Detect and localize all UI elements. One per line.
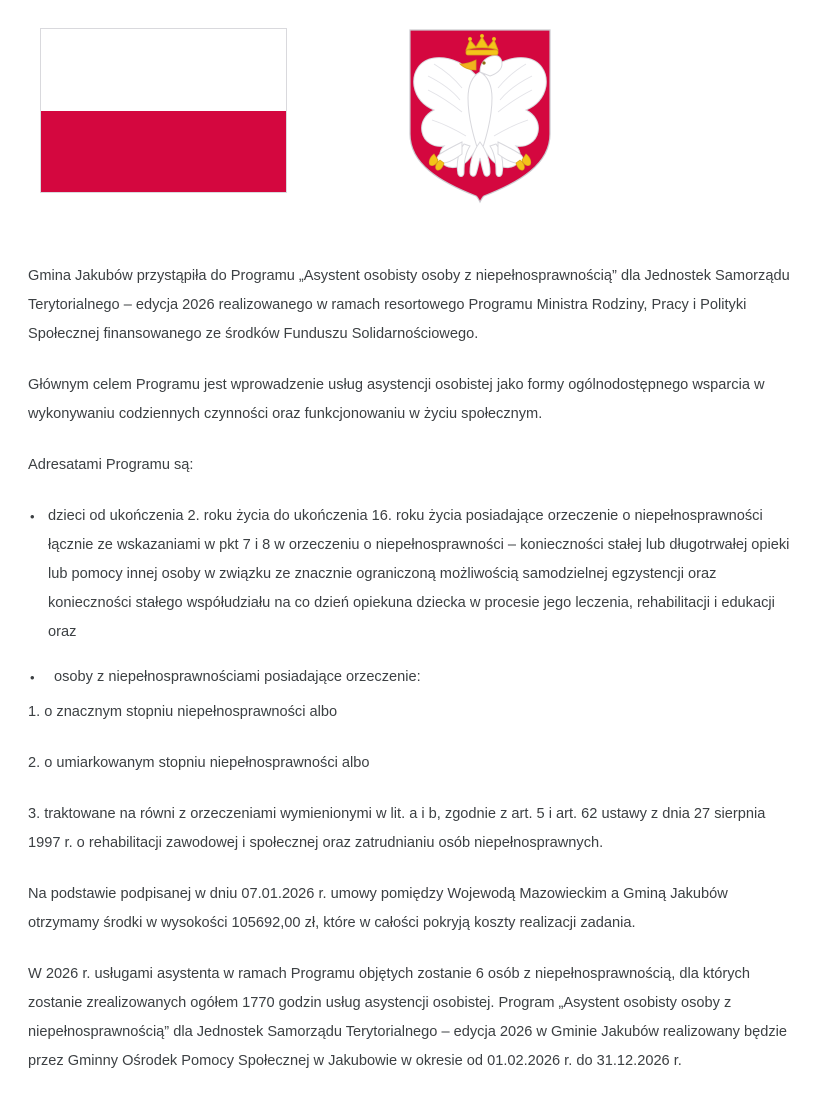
numbered-item: 3. traktowane na równi z orzeczeniami wymienionymi w lit. a i b, zgodnie z art. 5 i art. 62 ustawy z dnia 27 sierpnia 1997 r. o rehabilitacji zawodowej i społecznej oraz zatrudnianiu osób niepełnosprawnych. xyxy=(28,806,766,851)
paragraph-addressees-heading: Adresatami Programu są: xyxy=(28,457,194,473)
paragraph-program-goal: Głównym celem Programu jest wprowadzenie usług asystencji osobistej jako formy ogólnodostępnego wsparcia w wykonywaniu codziennych czynności oraz funkcjonowaniu w życiu społecznym. xyxy=(28,377,765,422)
emblem-header xyxy=(0,0,826,232)
list-item: • osoby z niepełnosprawnościami posiadające orzeczenie: xyxy=(28,663,794,692)
paragraph-funding: Na podstawie podpisanej w dniu 07.01.2026 r. umowy pomiędzy Wojewodą Mazowieckim a Gminą Jakubów otrzymamy środki w wysokości 105692,00 zł, które w całości pokryją koszty realizacji zadania. xyxy=(28,886,728,931)
numbered-item: 1. o znacznym stopniu niepełnosprawności albo xyxy=(28,704,338,720)
flag-stripe-white xyxy=(41,29,286,111)
flag-stripe-red xyxy=(41,111,286,193)
list-item: • dzieci od ukończenia 2. roku życia do ukończenia 16. roku życia posiadające orzeczenie o niepełnosprawności łącznie ze wskazaniami w pkt 7 i 8 w orzeczeniu o niepełnosprawności – konieczności stałej lub długotrwałej opieki lub pomocy innej osoby w związku ze znacznie ograniczoną możliwością samodzielnej egzystencji oraz konieczności stałego współudziału na co dzień opiekuna dziecka w procesie jego leczenia, rehabilitacji i edukacji oraz xyxy=(28,502,794,647)
paragraph-summary: W 2026 r. usługami asystenta w ramach Programu objętych zostanie 6 osób z niepełnosprawnością, dla których zostanie zrealizowanych ogółem 1770 godzin usług asystencji osobistej. Program „Asystent osobisty osoby z niepełnosprawnością” dla Jednostek Samorządu Terytorialnego – edycja 2026 w Gminie Jakubów realizowany będzie przez Gminny Ośrodek Pomocy Społecznej w Jakubowie w okresie od 01.02.2026 r. do 31.12.2026 r. xyxy=(28,966,788,1069)
numbered-item: 2. o umiarkowanym stopniu niepełnosprawności albo xyxy=(28,755,370,771)
poland-coat-of-arms-icon xyxy=(400,24,560,204)
poland-flag-icon xyxy=(40,28,287,193)
paragraph-intro: Gmina Jakubów przystąpiła do Programu „Asystent osobisty osoby z niepełnosprawnością” dla Jednostek Samorządu Terytorialnego – edycja 2026 realizowanego w ramach resortowego Programu Ministra Rodziny, Pracy i Polityki Społecznej finansowanego ze środków Funduszu Solidarnościowego. xyxy=(28,268,790,342)
article-body xyxy=(28,262,794,1098)
addressees-bullet-list xyxy=(28,502,794,692)
